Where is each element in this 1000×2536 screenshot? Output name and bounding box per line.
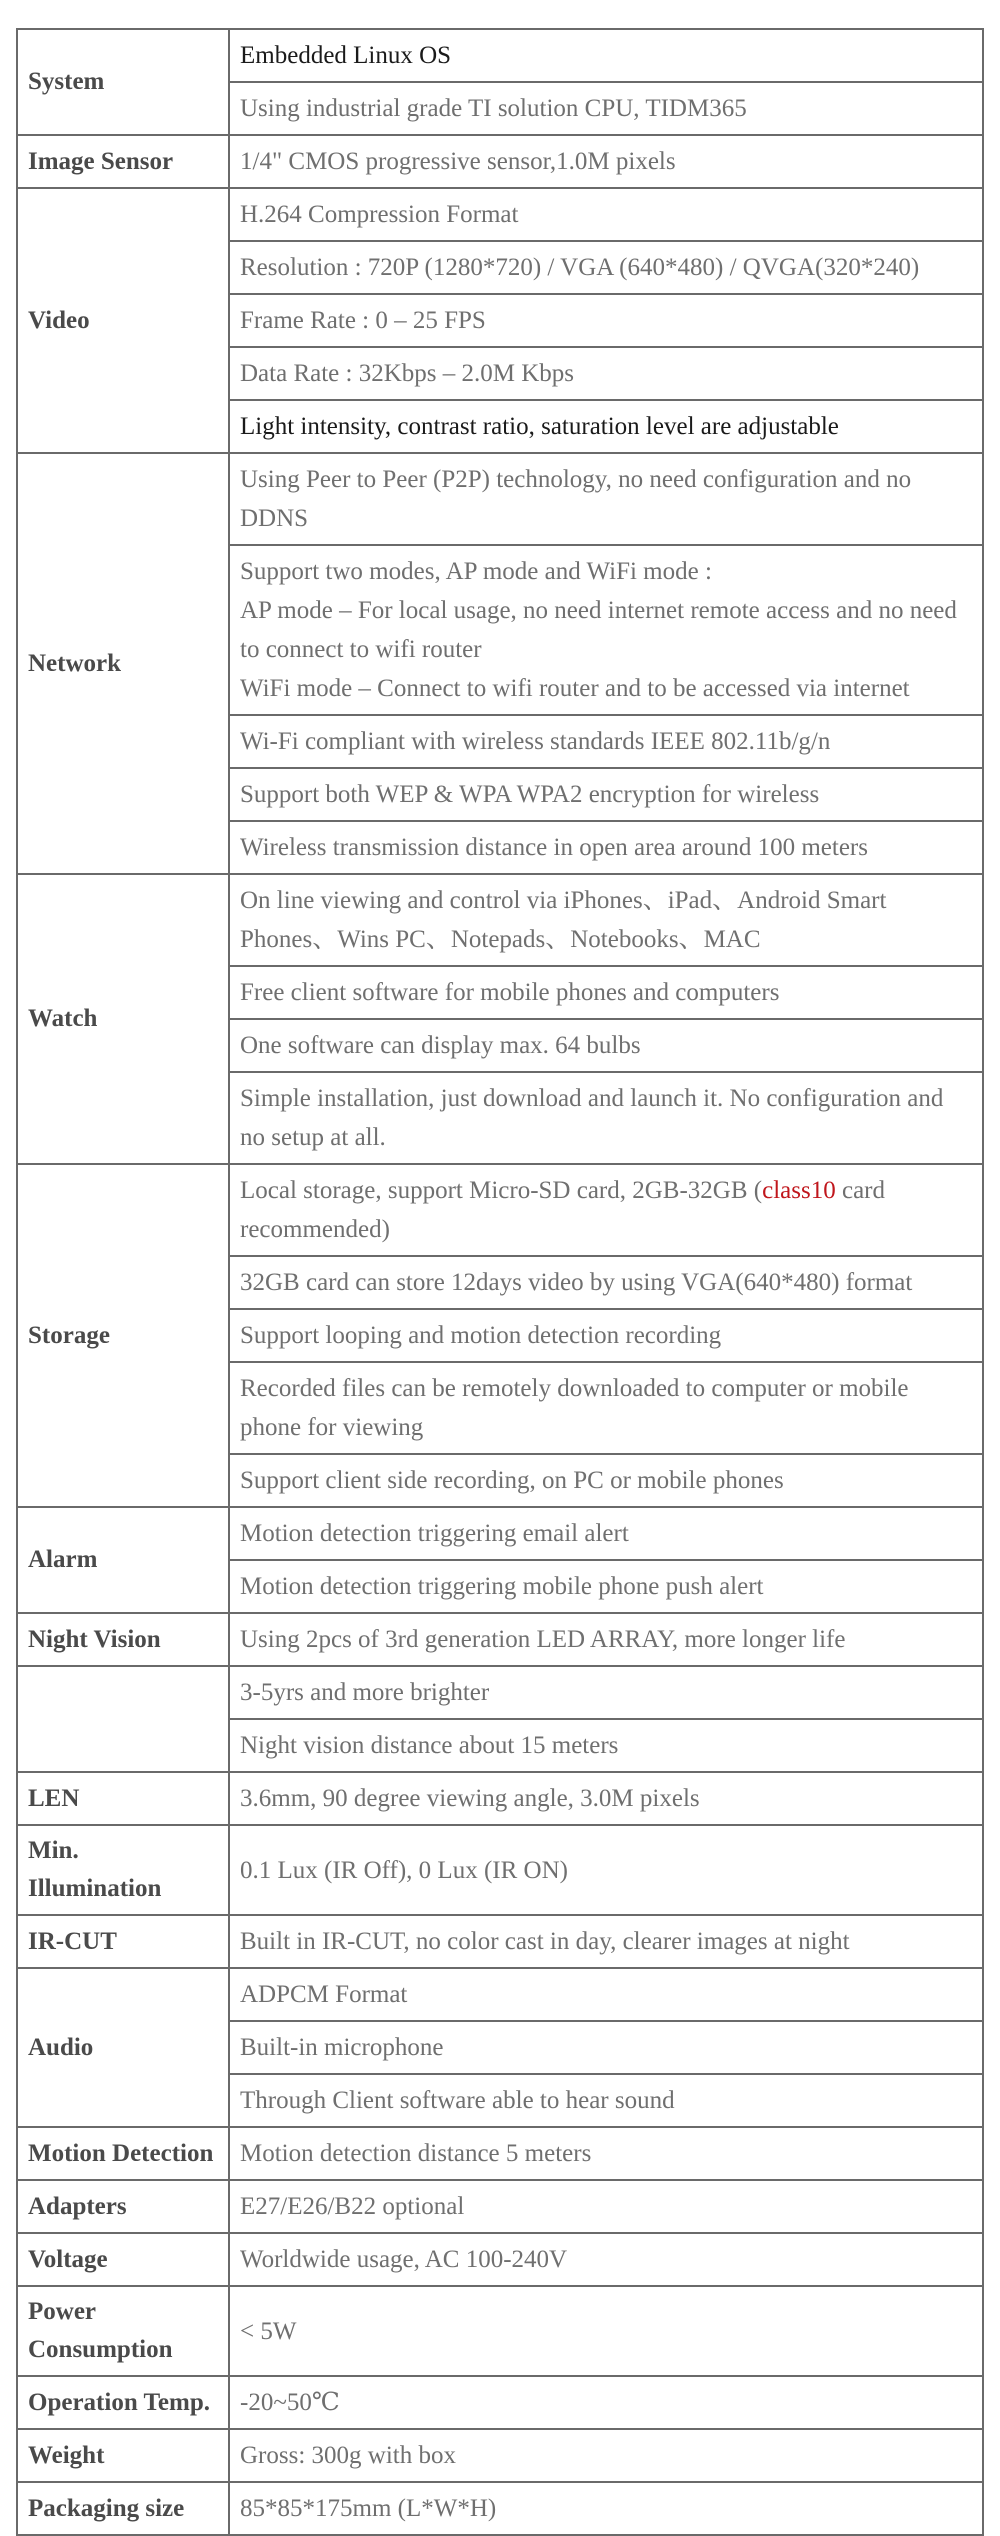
table-row [17, 1915, 983, 1968]
spec-value: 3.6mm, 90 degree viewing angle, 3.0M pixels [229, 1772, 983, 1825]
table-row [17, 2482, 983, 2535]
spec-label-video: Video [17, 188, 229, 453]
spec-value: Built in IR-CUT, no color cast in day, clearer images at night [229, 1915, 983, 1968]
spec-value: On line viewing and control via iPhones、iPad、Android Smart Phones、Wins PC、Notepads、Notebooks、MAC [229, 874, 983, 966]
spec-value: Motion detection triggering mobile phone push alert [229, 1560, 983, 1613]
spec-line: AP mode – For local usage, no need internet remote access and no need to connect to wifi router [240, 597, 957, 663]
spec-value: 32GB card can store 12days video by using VGA(640*480) format [229, 1256, 983, 1309]
spec-label-night-vision: Night Vision [17, 1613, 229, 1666]
spec-text: Local storage, support Micro-SD card, 2GB-32GB ( [240, 1177, 763, 1204]
table-row [17, 1772, 983, 1825]
spec-value: One software can display max. 64 bulbs [229, 1019, 983, 1072]
spec-value: Using 2pcs of 3rd generation LED ARRAY, more longer life [229, 1613, 983, 1666]
table-row [17, 2286, 983, 2376]
spec-value: Light intensity, contrast ratio, saturation level are adjustable [229, 400, 983, 453]
spec-label-power-consumption: Power Consumption [17, 2286, 229, 2376]
spec-value: 1/4" CMOS progressive sensor,1.0M pixels [229, 135, 983, 188]
table-row [17, 2376, 983, 2429]
table-row [17, 188, 983, 241]
spec-label-packaging-size: Packaging size [17, 2482, 229, 2535]
spec-value: < 5W [229, 2286, 983, 2376]
spec-label-adapters: Adapters [17, 2180, 229, 2233]
spec-label-alarm: Alarm [17, 1507, 229, 1613]
table-row [17, 453, 983, 545]
spec-value: 3-5yrs and more brighter [229, 1666, 983, 1719]
table-row [17, 1507, 983, 1560]
table-row [17, 135, 983, 188]
spec-value: Simple installation, just download and launch it. No configuration and no setup at all. [229, 1072, 983, 1164]
table-row [17, 2429, 983, 2482]
table-row [17, 1825, 983, 1915]
table-row [17, 29, 983, 82]
spec-value: Resolution : 720P (1280*720) / VGA (640*480) / QVGA(320*240) [229, 241, 983, 294]
spec-value: ADPCM Format [229, 1968, 983, 2021]
spec-label-len: LEN [17, 1772, 229, 1825]
spec-value: Free client software for mobile phones and computers [229, 966, 983, 1019]
spec-value: Data Rate : 32Kbps – 2.0M Kbps [229, 347, 983, 400]
spec-line: Support two modes, AP mode and WiFi mode : [240, 558, 712, 585]
table-row [17, 2180, 983, 2233]
spec-line: WiFi mode – Connect to wifi router and to be accessed via internet [240, 675, 910, 702]
table-row [17, 1613, 983, 1666]
spec-text: card recommended) [240, 1177, 885, 1243]
table-row [17, 1666, 983, 1719]
spec-value: Frame Rate : 0 – 25 FPS [229, 294, 983, 347]
table-row [17, 874, 983, 966]
spec-label-watch: Watch [17, 874, 229, 1164]
spec-label-system: System [17, 29, 229, 135]
spec-label-operation-temp: Operation Temp. [17, 2376, 229, 2429]
spec-value: Gross: 300g with box [229, 2429, 983, 2482]
spec-value: Support looping and motion detection recording [229, 1309, 983, 1362]
spec-label-voltage: Voltage [17, 2233, 229, 2286]
table-row [17, 2233, 983, 2286]
spec-label-ir-cut: IR-CUT [17, 1915, 229, 1968]
spec-value: -20~50℃ [229, 2376, 983, 2429]
spec-label-image-sensor: Image Sensor [17, 135, 229, 188]
spec-value: Motion detection distance 5 meters [229, 2127, 983, 2180]
table-row [17, 1968, 983, 2021]
spec-label-empty [17, 1666, 229, 1772]
spec-value: Using industrial grade TI solution CPU, TIDM365 [229, 82, 983, 135]
spec-label-audio: Audio [17, 1968, 229, 2127]
spec-value: Built-in microphone [229, 2021, 983, 2074]
spec-value-multiline [229, 545, 983, 715]
spec-label-min-illumination: Min. Illumination [17, 1825, 229, 1915]
table-row [17, 2127, 983, 2180]
spec-value: Recorded files can be remotely downloaded to computer or mobile phone for viewing [229, 1362, 983, 1454]
spec-label-motion-detection: Motion Detection [17, 2127, 229, 2180]
spec-value: Support client side recording, on PC or mobile phones [229, 1454, 983, 1507]
spec-value: Through Client software able to hear sound [229, 2074, 983, 2127]
highlight-text: class10 [762, 1177, 836, 1204]
spec-value: Night vision distance about 15 meters [229, 1719, 983, 1772]
spec-table [16, 28, 984, 2536]
spec-value: Using Peer to Peer (P2P) technology, no need configuration and no DDNS [229, 453, 983, 545]
spec-value: E27/E26/B22 optional [229, 2180, 983, 2233]
table-row [17, 1164, 983, 1256]
spec-label-storage: Storage [17, 1164, 229, 1507]
spec-value: Worldwide usage, AC 100-240V [229, 2233, 983, 2286]
spec-value: Support both WEP & WPA WPA2 encryption for wireless [229, 768, 983, 821]
spec-sheet [16, 28, 984, 2536]
spec-value: Embedded Linux OS [229, 29, 983, 82]
spec-value: Motion detection triggering email alert [229, 1507, 983, 1560]
spec-value: H.264 Compression Format [229, 188, 983, 241]
spec-value: 85*85*175mm (L*W*H) [229, 2482, 983, 2535]
spec-label-network: Network [17, 453, 229, 874]
spec-value: 0.1 Lux (IR Off), 0 Lux (IR ON) [229, 1825, 983, 1915]
spec-value [229, 1164, 983, 1256]
spec-value: Wi-Fi compliant with wireless standards IEEE 802.11b/g/n [229, 715, 983, 768]
spec-label-weight: Weight [17, 2429, 229, 2482]
spec-value: Wireless transmission distance in open area around 100 meters [229, 821, 983, 874]
